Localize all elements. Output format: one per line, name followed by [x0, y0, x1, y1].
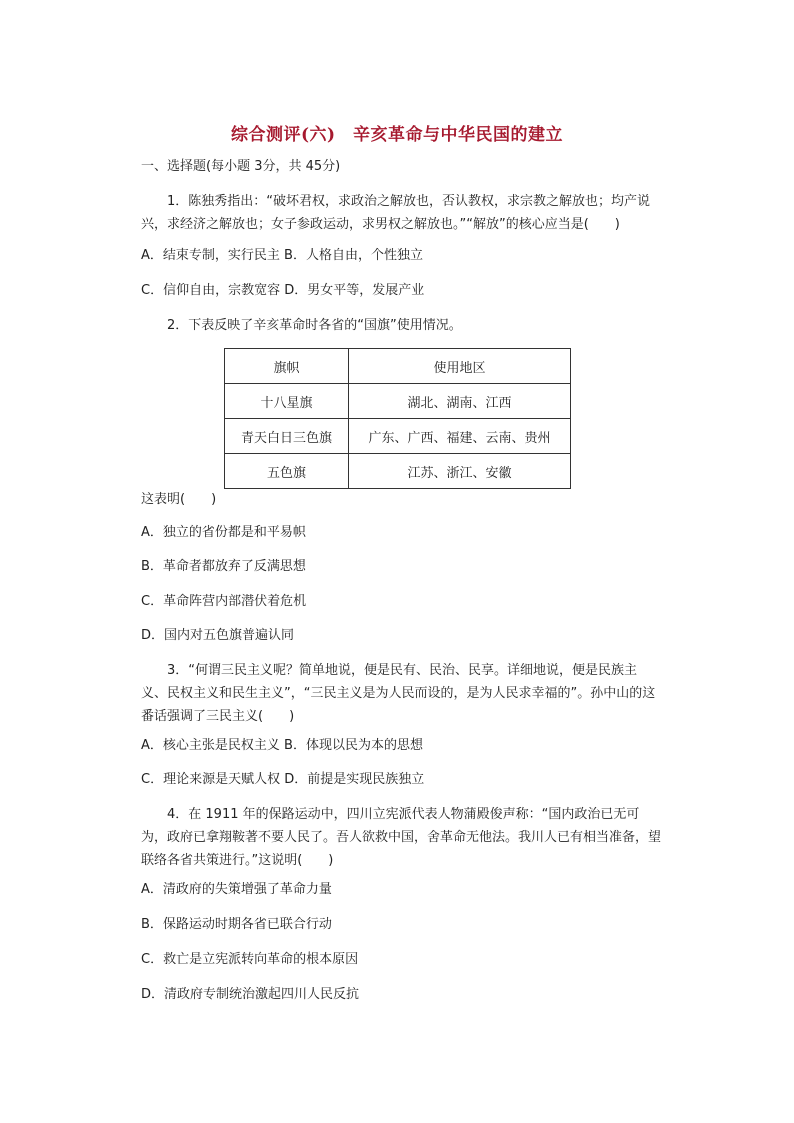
table-cell: 湖北、湖南、江西 [349, 384, 571, 419]
table-cell: 江苏、浙江、安徽 [349, 454, 571, 489]
question-4-option-c: C．救亡是立宪派转向革命的根本原因 [141, 952, 359, 967]
question-2-option-a: A．独立的省份都是和平易帜 [141, 525, 306, 540]
table-cell: 十八星旗 [225, 384, 349, 419]
table-cell: 五色旗 [225, 454, 349, 489]
question-4-option-b: B．保路运动时期各省已联合行动 [141, 917, 332, 932]
table-cell: 广东、广西、福建、云南、贵州 [349, 419, 571, 454]
question-4-stem: 4．在 1911 年的保路运动中，四川立宪派代表人物蒲殿俊声称：“国内政治已无可为，政府已拿翔鞍著不要人民了。吾人欲救中国，舍革命无他法。我川人已有相当准备，望联络各省共策进行。”这说明( ) [141, 807, 662, 868]
page-title: 综合测评(六) 辛亥革命与中华民国的建立 [230, 125, 564, 145]
question-3-stem: 3．“何谓三民主义呢？简单地说，便是民有、民治、民享。详细地说，便是民族主义、民权主义和民生主义”，“三民主义是为人民而设的，是为人民求幸福的”。孙中山的这番话强调了三民主义( ) [141, 663, 656, 724]
question-2-option-d: D．国内对五色旗普遍认同 [141, 628, 295, 643]
question-3-option-ab: A．核心主张是民权主义 B．体现以民为本的思想 [141, 738, 423, 753]
question-1-option-ab: A．结束专制，实行民主 B．人格自由，个性独立 [141, 248, 423, 263]
table-row [225, 384, 571, 419]
table-header-row [225, 349, 571, 384]
question-2-after: 这表明( ) [141, 492, 217, 507]
question-3-option-cd: C．理论来源是天赋人权 D．前提是实现民族独立 [141, 772, 425, 787]
section-heading: 一、选择题(每小题 3分，共 45分) [141, 159, 341, 174]
question-1-option-cd: C．信仰自由，宗教宽容 D．男女平等，发展产业 [141, 283, 425, 298]
question-4-option-d: D．清政府专制统治激起四川人民反抗 [141, 987, 360, 1002]
table-row [225, 454, 571, 489]
table-header-cell: 使用地区 [349, 349, 571, 384]
question-1-stem: 1．陈独秀指出：“破坏君权，求政治之解放也，否认教权，求宗教之解放也；均产说兴，求经济之解放也；女子参政运动，求男权之解放也。”“解放”的核心应当是( ) [141, 194, 651, 232]
question-4-option-a: A．清政府的失策增强了革命力量 [141, 882, 332, 897]
table-header-cell: 旗帜 [225, 349, 349, 384]
question-2-option-b: B．革命者都放弃了反满思想 [141, 559, 306, 574]
table-cell: 青天白日三色旗 [225, 419, 349, 454]
question-2-stem: 2．下表反映了辛亥革命时各省的“国旗”使用情况。 [167, 318, 462, 333]
question-2-option-c: C．革命阵营内部潜伏着危机 [141, 594, 307, 609]
flag-usage-table [224, 348, 571, 489]
table-row [225, 419, 571, 454]
